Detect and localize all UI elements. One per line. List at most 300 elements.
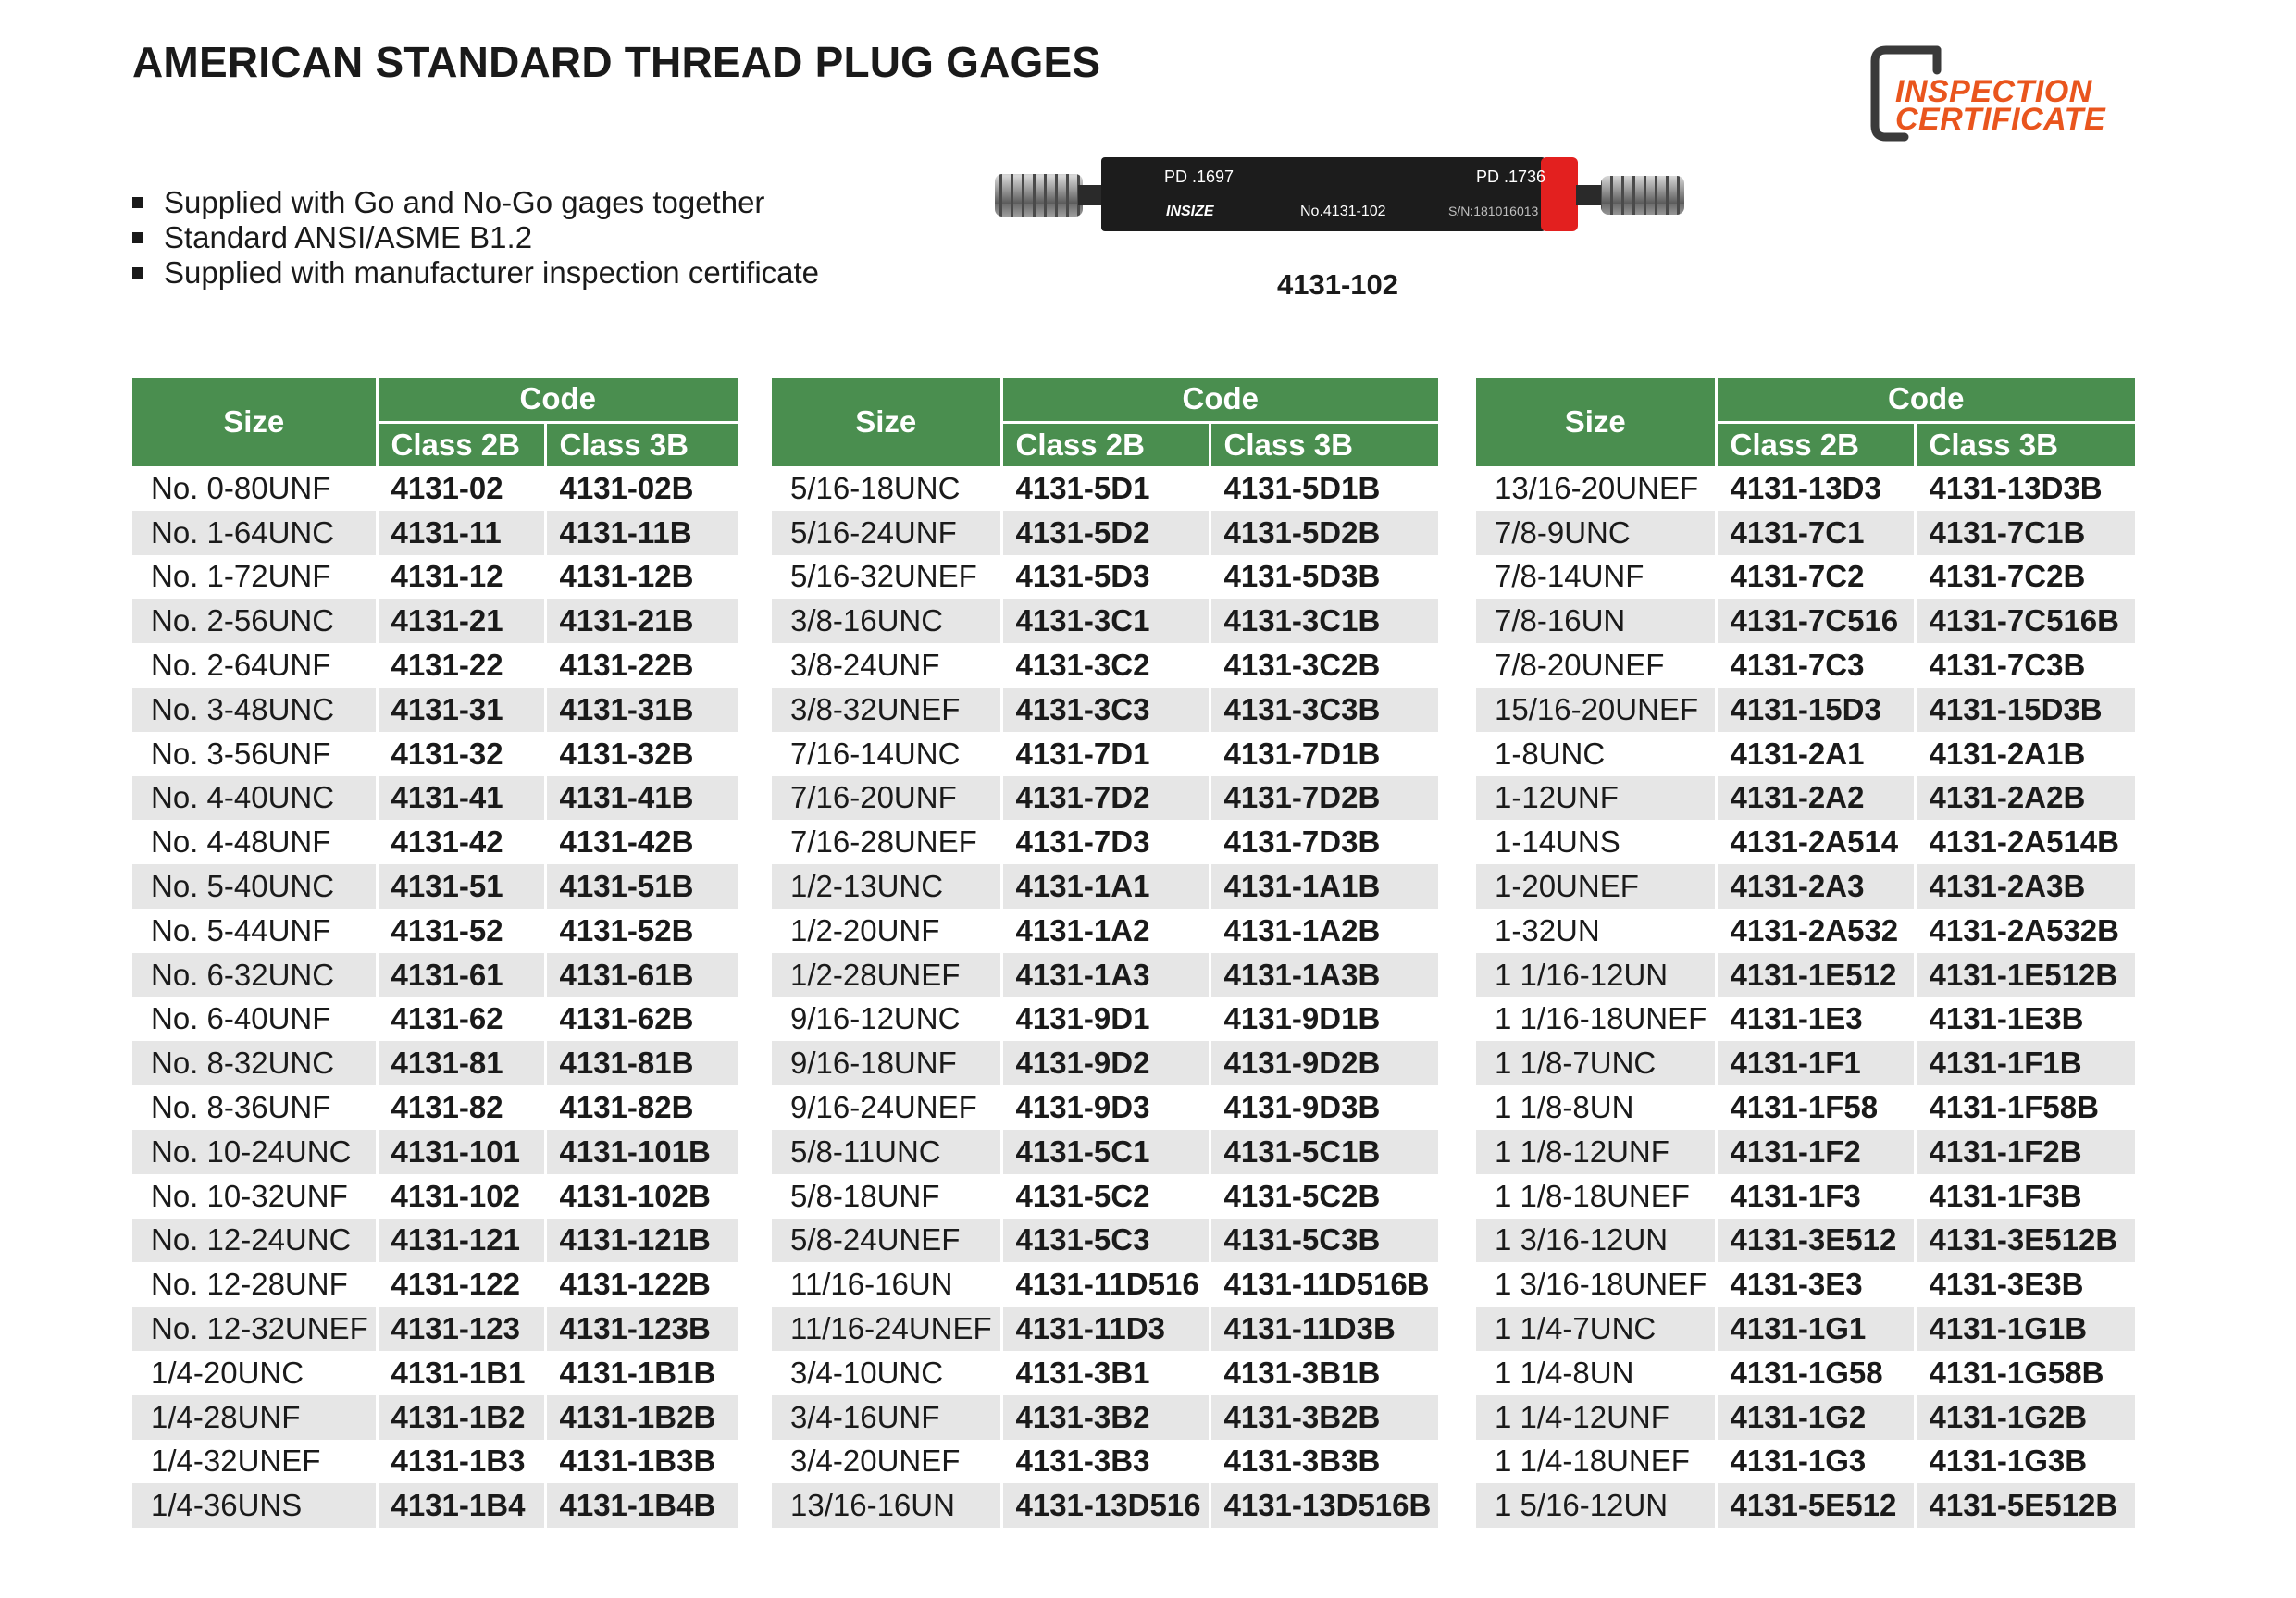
table-row [772, 732, 1438, 776]
table-row [772, 1130, 1438, 1174]
class-2b-code-cell: 4131-5D2 [1001, 511, 1210, 555]
class-3b-code-cell: 4131-5E512B [1915, 1483, 2135, 1528]
class-2b-code-cell: 4131-2A532 [1716, 909, 1915, 953]
class-2b-code-cell: 4131-2A1 [1716, 732, 1915, 776]
table-row [1476, 776, 2135, 821]
table-row [1476, 511, 2135, 555]
table-row [1476, 1085, 2135, 1130]
class-3b-code-cell: 4131-7C2B [1915, 555, 2135, 600]
table-row [1476, 1483, 2135, 1528]
table-row [132, 555, 738, 600]
table-row [132, 909, 738, 953]
code-header: Code [1001, 378, 1438, 422]
table-row [772, 1440, 1438, 1484]
table-row [132, 599, 738, 643]
table-row [1476, 555, 2135, 600]
class-3b-code-cell: 4131-1E3B [1915, 997, 2135, 1042]
feature-list [132, 185, 819, 291]
size-cell: No. 12-32UNEF [132, 1307, 377, 1351]
inspection-certificate-logo [1868, 43, 2136, 144]
table-row [1476, 1219, 2135, 1263]
class-2b-code-cell: 4131-7D3 [1001, 820, 1210, 864]
class-2b-code-cell: 4131-13D516 [1001, 1483, 1210, 1528]
class-2b-code-cell: 4131-7C3 [1716, 643, 1915, 688]
class-3b-code-cell: 4131-2A3B [1915, 864, 2135, 909]
size-cell: 1-32UN [1476, 909, 1716, 953]
table-row [772, 1085, 1438, 1130]
table-row [1476, 1351, 2135, 1395]
size-cell: 1 1/4-7UNC [1476, 1307, 1716, 1351]
model-number-label: No.4131-102 [1300, 204, 1386, 219]
table-row [132, 732, 738, 776]
class-2b-code-cell: 4131-1B4 [377, 1483, 545, 1528]
table-row [132, 1483, 738, 1528]
class-2b-code-cell: 4131-52 [377, 909, 545, 953]
class-3b-code-cell: 4131-3B3B [1210, 1440, 1438, 1484]
table-row [132, 1351, 738, 1395]
size-cell: No. 10-24UNC [132, 1130, 377, 1174]
class-3b-code-cell: 4131-7D3B [1210, 820, 1438, 864]
class-3b-code-cell: 4131-1A3B [1210, 953, 1438, 997]
size-cell: 1 3/16-18UNEF [1476, 1262, 1716, 1307]
class-2b-code-cell: 4131-11 [377, 511, 545, 555]
class-2b-code-cell: 4131-1B2 [377, 1395, 545, 1440]
table-row [132, 1440, 738, 1484]
class-2b-code-cell: 4131-2A2 [1716, 776, 1915, 821]
class-3b-code-cell: 4131-2A514B [1915, 820, 2135, 864]
class-2b-code-cell: 4131-101 [377, 1130, 545, 1174]
class-2b-code-cell: 4131-1B1 [377, 1351, 545, 1395]
class-3b-code-cell: 4131-3C1B [1210, 599, 1438, 643]
feature-text: Supplied with manufacturer inspection certificate [164, 255, 820, 290]
table-row [1476, 953, 2135, 997]
class-2b-code-cell: 4131-1G2 [1716, 1395, 1915, 1440]
class-2b-code-cell: 4131-1E3 [1716, 997, 1915, 1042]
class-3b-code-cell: 4131-11D3B [1210, 1307, 1438, 1351]
table-row [132, 776, 738, 821]
class-2b-code-cell: 4131-02 [377, 466, 545, 511]
class-3b-code-cell: 4131-1G58B [1915, 1351, 2135, 1395]
feature-item [132, 220, 819, 255]
gage-table-3 [1476, 378, 2135, 1528]
size-cell: 7/16-14UNC [772, 732, 1001, 776]
size-cell: No. 12-28UNF [132, 1262, 377, 1307]
pd-nogo-label: PD .1736 [1476, 167, 1546, 186]
table-row [1476, 688, 2135, 732]
table-row [1476, 1174, 2135, 1219]
table-row [772, 953, 1438, 997]
size-cell: 7/8-9UNC [1476, 511, 1716, 555]
class-3b-code-cell: 4131-3B1B [1210, 1351, 1438, 1395]
table-row [1476, 997, 2135, 1042]
table-row [772, 776, 1438, 821]
table-row [772, 511, 1438, 555]
size-cell: 1 1/4-8UN [1476, 1351, 1716, 1395]
size-cell: 5/8-18UNF [772, 1174, 1001, 1219]
size-cell: No. 2-56UNC [132, 599, 377, 643]
size-cell: 1/4-32UNEF [132, 1440, 377, 1484]
class-3b-code-cell: 4131-9D2B [1210, 1041, 1438, 1085]
size-cell: 5/16-18UNC [772, 466, 1001, 511]
size-cell: No. 12-24UNC [132, 1219, 377, 1263]
class-3b-code-cell: 4131-13D3B [1915, 466, 2135, 511]
table-row [1476, 599, 2135, 643]
class-3b-code-cell: 4131-1G1B [1915, 1307, 2135, 1351]
class-2b-code-cell: 4131-3B3 [1001, 1440, 1210, 1484]
class-3b-code-cell: 4131-7D2B [1210, 776, 1438, 821]
serial-number-label: S/N:181016013 [1448, 204, 1539, 218]
class-3b-code-cell: 4131-1B1B [545, 1351, 738, 1395]
class-3b-code-cell: 4131-121B [545, 1219, 738, 1263]
class-3b-code-cell: 4131-2A532B [1915, 909, 2135, 953]
class-3b-header: Class 3B [1210, 422, 1438, 466]
table-row [772, 1219, 1438, 1263]
table-row [1476, 1307, 2135, 1351]
table-row [132, 997, 738, 1042]
table-row [1476, 1440, 2135, 1484]
table-row [132, 1262, 738, 1307]
class-2b-header: Class 2B [377, 422, 545, 466]
class-3b-code-cell: 4131-1B2B [545, 1395, 738, 1440]
class-3b-code-cell: 4131-1A2B [1210, 909, 1438, 953]
table-row [132, 1041, 738, 1085]
class-3b-code-cell: 4131-2A1B [1915, 732, 2135, 776]
table-row [772, 864, 1438, 909]
square-bullet-icon [132, 197, 143, 208]
class-3b-code-cell: 4131-61B [545, 953, 738, 997]
size-cell: 7/16-28UNEF [772, 820, 1001, 864]
class-2b-code-cell: 4131-13D3 [1716, 466, 1915, 511]
class-3b-code-cell: 4131-21B [545, 599, 738, 643]
table-row [132, 511, 738, 555]
size-cell: 1/4-36UNS [132, 1483, 377, 1528]
table-row [772, 1351, 1438, 1395]
size-cell: 1 1/4-12UNF [1476, 1395, 1716, 1440]
size-cell: No. 8-32UNC [132, 1041, 377, 1085]
table-row [1476, 1262, 2135, 1307]
class-2b-code-cell: 4131-11D516 [1001, 1262, 1210, 1307]
class-2b-code-cell: 4131-3E3 [1716, 1262, 1915, 1307]
size-cell: 1 1/8-8UN [1476, 1085, 1716, 1130]
size-cell: 1 5/16-12UN [1476, 1483, 1716, 1528]
size-cell: 5/8-24UNEF [772, 1219, 1001, 1263]
table-row [772, 1041, 1438, 1085]
table-row [1476, 643, 2135, 688]
class-2b-code-cell: 4131-51 [377, 864, 545, 909]
class-3b-code-cell: 4131-82B [545, 1085, 738, 1130]
table-row [772, 997, 1438, 1042]
class-3b-code-cell: 4131-11D516B [1210, 1262, 1438, 1307]
size-cell: 1-8UNC [1476, 732, 1716, 776]
class-2b-code-cell: 4131-7C2 [1716, 555, 1915, 600]
size-cell: 7/8-20UNEF [1476, 643, 1716, 688]
class-2b-code-cell: 4131-32 [377, 732, 545, 776]
size-header: Size [1476, 378, 1716, 466]
table-row [772, 909, 1438, 953]
class-2b-code-cell: 4131-22 [377, 643, 545, 688]
certificate-line-2: CERTIFICATE [1895, 102, 2106, 137]
table-row [1476, 1041, 2135, 1085]
class-2b-code-cell: 4131-42 [377, 820, 545, 864]
table-row [132, 643, 738, 688]
size-cell: 1-14UNS [1476, 820, 1716, 864]
class-3b-code-cell: 4131-15D3B [1915, 688, 2135, 732]
table-row [772, 643, 1438, 688]
class-2b-code-cell: 4131-1A1 [1001, 864, 1210, 909]
size-cell: 5/16-24UNF [772, 511, 1001, 555]
class-3b-code-cell: 4131-22B [545, 643, 738, 688]
size-cell: No. 6-32UNC [132, 953, 377, 997]
class-2b-code-cell: 4131-11D3 [1001, 1307, 1210, 1351]
table-row [1476, 820, 2135, 864]
size-cell: 1-12UNF [1476, 776, 1716, 821]
size-cell: 3/4-16UNF [772, 1395, 1001, 1440]
size-cell: 9/16-18UNF [772, 1041, 1001, 1085]
class-2b-code-cell: 4131-122 [377, 1262, 545, 1307]
class-3b-code-cell: 4131-5D3B [1210, 555, 1438, 600]
class-3b-code-cell: 4131-5C3B [1210, 1219, 1438, 1263]
class-2b-code-cell: 4131-62 [377, 997, 545, 1042]
class-2b-code-cell: 4131-121 [377, 1219, 545, 1263]
class-3b-code-cell: 4131-122B [545, 1262, 738, 1307]
class-2b-code-cell: 4131-1F2 [1716, 1130, 1915, 1174]
size-cell: 9/16-24UNEF [772, 1085, 1001, 1130]
class-3b-header: Class 3B [1915, 422, 2135, 466]
class-2b-code-cell: 4131-21 [377, 599, 545, 643]
class-3b-code-cell: 4131-02B [545, 466, 738, 511]
table-row [772, 1262, 1438, 1307]
class-2b-code-cell: 4131-1E512 [1716, 953, 1915, 997]
brand-mark: INSIZE [1166, 204, 1214, 219]
class-3b-code-cell: 4131-1F58B [1915, 1085, 2135, 1130]
class-3b-code-cell: 4131-1F2B [1915, 1130, 2135, 1174]
size-cell: 1/2-13UNC [772, 864, 1001, 909]
class-2b-code-cell: 4131-1F1 [1716, 1041, 1915, 1085]
class-3b-code-cell: 4131-7C516B [1915, 599, 2135, 643]
class-2b-code-cell: 4131-5C3 [1001, 1219, 1210, 1263]
class-2b-code-cell: 4131-7D2 [1001, 776, 1210, 821]
class-3b-code-cell: 4131-3C2B [1210, 643, 1438, 688]
size-cell: No. 4-40UNC [132, 776, 377, 821]
size-cell: No. 8-36UNF [132, 1085, 377, 1130]
table-row [772, 688, 1438, 732]
class-3b-code-cell: 4131-5D2B [1210, 511, 1438, 555]
class-3b-code-cell: 4131-1F3B [1915, 1174, 2135, 1219]
class-3b-code-cell: 4131-1F1B [1915, 1041, 2135, 1085]
class-2b-code-cell: 4131-1G58 [1716, 1351, 1915, 1395]
class-2b-code-cell: 4131-5C1 [1001, 1130, 1210, 1174]
class-2b-code-cell: 4131-5C2 [1001, 1174, 1210, 1219]
class-3b-code-cell: 4131-41B [545, 776, 738, 821]
class-3b-code-cell: 4131-123B [545, 1307, 738, 1351]
size-cell: 1-20UNEF [1476, 864, 1716, 909]
size-cell: 9/16-12UNC [772, 997, 1001, 1042]
class-3b-code-cell: 4131-9D1B [1210, 997, 1438, 1042]
feature-text: Supplied with Go and No-Go gages together [164, 185, 765, 219]
table-row [132, 1219, 738, 1263]
size-cell: No. 5-40UNC [132, 864, 377, 909]
class-2b-code-cell: 4131-3C3 [1001, 688, 1210, 732]
size-cell: 15/16-20UNEF [1476, 688, 1716, 732]
class-2b-code-cell: 4131-5D1 [1001, 466, 1210, 511]
class-3b-code-cell: 4131-1A1B [1210, 864, 1438, 909]
size-cell: 11/16-16UN [772, 1262, 1001, 1307]
class-2b-code-cell: 4131-31 [377, 688, 545, 732]
class-3b-code-cell: 4131-3B2B [1210, 1395, 1438, 1440]
class-2b-code-cell: 4131-41 [377, 776, 545, 821]
class-3b-code-cell: 4131-102B [545, 1174, 738, 1219]
table-row [772, 1174, 1438, 1219]
class-3b-code-cell: 4131-12B [545, 555, 738, 600]
size-cell: No. 4-48UNF [132, 820, 377, 864]
size-cell: 5/8-11UNC [772, 1130, 1001, 1174]
size-cell: 1/2-28UNEF [772, 953, 1001, 997]
size-cell: 1/4-20UNC [132, 1351, 377, 1395]
class-3b-code-cell: 4131-42B [545, 820, 738, 864]
certificate-line-1: INSPECTION [1895, 74, 2092, 109]
class-2b-code-cell: 4131-123 [377, 1307, 545, 1351]
class-3b-code-cell: 4131-2A2B [1915, 776, 2135, 821]
size-cell: No. 1-64UNC [132, 511, 377, 555]
feature-item [132, 255, 819, 291]
size-cell: 3/4-10UNC [772, 1351, 1001, 1395]
size-header: Size [132, 378, 377, 466]
class-2b-code-cell: 4131-1A3 [1001, 953, 1210, 997]
class-3b-code-cell: 4131-1E512B [1915, 953, 2135, 997]
page-title: AMERICAN STANDARD THREAD PLUG GAGES [132, 38, 1101, 86]
class-2b-code-cell: 4131-5E512 [1716, 1483, 1915, 1528]
table-row [132, 1130, 738, 1174]
size-cell: 7/16-20UNF [772, 776, 1001, 821]
class-2b-code-cell: 4131-3C2 [1001, 643, 1210, 688]
table-row [772, 555, 1438, 600]
class-3b-code-cell: 4131-1B4B [545, 1483, 738, 1528]
table-row [772, 466, 1438, 511]
size-cell: 1/2-20UNF [772, 909, 1001, 953]
class-3b-code-cell: 4131-13D516B [1210, 1483, 1438, 1528]
table-row [132, 820, 738, 864]
size-cell: No. 3-56UNF [132, 732, 377, 776]
table-row [772, 820, 1438, 864]
class-3b-code-cell: 4131-1B3B [545, 1440, 738, 1484]
class-2b-code-cell: 4131-12 [377, 555, 545, 600]
size-cell: 13/16-16UN [772, 1483, 1001, 1528]
table-row [772, 599, 1438, 643]
feature-text: Standard ANSI/ASME B1.2 [164, 220, 533, 254]
class-3b-header: Class 3B [545, 422, 738, 466]
class-2b-code-cell: 4131-5D3 [1001, 555, 1210, 600]
class-2b-code-cell: 4131-3B2 [1001, 1395, 1210, 1440]
table-row [132, 688, 738, 732]
class-3b-code-cell: 4131-5C2B [1210, 1174, 1438, 1219]
class-2b-code-cell: 4131-7D1 [1001, 732, 1210, 776]
size-cell: 1 1/16-12UN [1476, 953, 1716, 997]
class-3b-code-cell: 4131-3E3B [1915, 1262, 2135, 1307]
class-2b-code-cell: 4131-82 [377, 1085, 545, 1130]
size-cell: 5/16-32UNEF [772, 555, 1001, 600]
class-2b-code-cell: 4131-81 [377, 1041, 545, 1085]
class-2b-code-cell: 4131-1G3 [1716, 1440, 1915, 1484]
table-row [772, 1307, 1438, 1351]
size-cell: 3/8-24UNF [772, 643, 1001, 688]
table-row [132, 953, 738, 997]
class-2b-code-cell: 4131-2A3 [1716, 864, 1915, 909]
gage-table-2 [772, 378, 1438, 1528]
feature-item [132, 185, 819, 220]
size-cell: 1 1/8-7UNC [1476, 1041, 1716, 1085]
square-bullet-icon [132, 267, 143, 279]
class-2b-code-cell: 4131-102 [377, 1174, 545, 1219]
class-2b-code-cell: 4131-1B3 [377, 1440, 545, 1484]
size-cell: 1/4-28UNF [132, 1395, 377, 1440]
class-3b-code-cell: 4131-62B [545, 997, 738, 1042]
table-row [132, 466, 738, 511]
size-cell: 11/16-24UNEF [772, 1307, 1001, 1351]
class-3b-code-cell: 4131-11B [545, 511, 738, 555]
class-3b-code-cell: 4131-31B [545, 688, 738, 732]
size-cell: 1 1/16-18UNEF [1476, 997, 1716, 1042]
class-2b-code-cell: 4131-1F3 [1716, 1174, 1915, 1219]
class-2b-code-cell: 4131-3B1 [1001, 1351, 1210, 1395]
size-cell: 3/4-20UNEF [772, 1440, 1001, 1484]
class-3b-code-cell: 4131-1G2B [1915, 1395, 2135, 1440]
class-2b-code-cell: 4131-1A2 [1001, 909, 1210, 953]
size-cell: 7/8-14UNF [1476, 555, 1716, 600]
class-3b-code-cell: 4131-3E512B [1915, 1219, 2135, 1263]
table-row [1476, 909, 2135, 953]
class-2b-code-cell: 4131-15D3 [1716, 688, 1915, 732]
class-2b-code-cell: 4131-9D2 [1001, 1041, 1210, 1085]
class-3b-code-cell: 4131-7C1B [1915, 511, 2135, 555]
class-2b-code-cell: 4131-7C516 [1716, 599, 1915, 643]
class-2b-code-cell: 4131-61 [377, 953, 545, 997]
size-cell: 1 1/8-18UNEF [1476, 1174, 1716, 1219]
table-row [132, 1174, 738, 1219]
size-cell: 3/8-16UNC [772, 599, 1001, 643]
pd-go-label: PD .1697 [1164, 167, 1235, 186]
class-3b-code-cell: 4131-7D1B [1210, 732, 1438, 776]
size-cell: No. 6-40UNF [132, 997, 377, 1042]
size-cell: 1 1/8-12UNF [1476, 1130, 1716, 1174]
class-2b-code-cell: 4131-2A514 [1716, 820, 1915, 864]
table-row [1476, 1130, 2135, 1174]
class-2b-code-cell: 4131-1G1 [1716, 1307, 1915, 1351]
class-3b-code-cell: 4131-32B [545, 732, 738, 776]
size-cell: 1 3/16-12UN [1476, 1219, 1716, 1263]
class-3b-code-cell: 4131-5D1B [1210, 466, 1438, 511]
table-row [132, 1307, 738, 1351]
class-2b-code-cell: 4131-9D1 [1001, 997, 1210, 1042]
class-2b-code-cell: 4131-1F58 [1716, 1085, 1915, 1130]
size-cell: No. 5-44UNF [132, 909, 377, 953]
size-cell: 13/16-20UNEF [1476, 466, 1716, 511]
size-header: Size [772, 378, 1001, 466]
class-3b-code-cell: 4131-51B [545, 864, 738, 909]
table-row [1476, 864, 2135, 909]
thread-plug-gage-image [981, 148, 1703, 241]
size-cell: 1 1/4-18UNEF [1476, 1440, 1716, 1484]
size-cell: No. 2-64UNF [132, 643, 377, 688]
table-row [772, 1395, 1438, 1440]
table-row [132, 864, 738, 909]
table-row [1476, 1395, 2135, 1440]
class-2b-header: Class 2B [1001, 422, 1210, 466]
class-3b-code-cell: 4131-5C1B [1210, 1130, 1438, 1174]
class-2b-header: Class 2B [1716, 422, 1915, 466]
class-3b-code-cell: 4131-52B [545, 909, 738, 953]
code-header: Code [377, 378, 738, 422]
table-row [132, 1085, 738, 1130]
